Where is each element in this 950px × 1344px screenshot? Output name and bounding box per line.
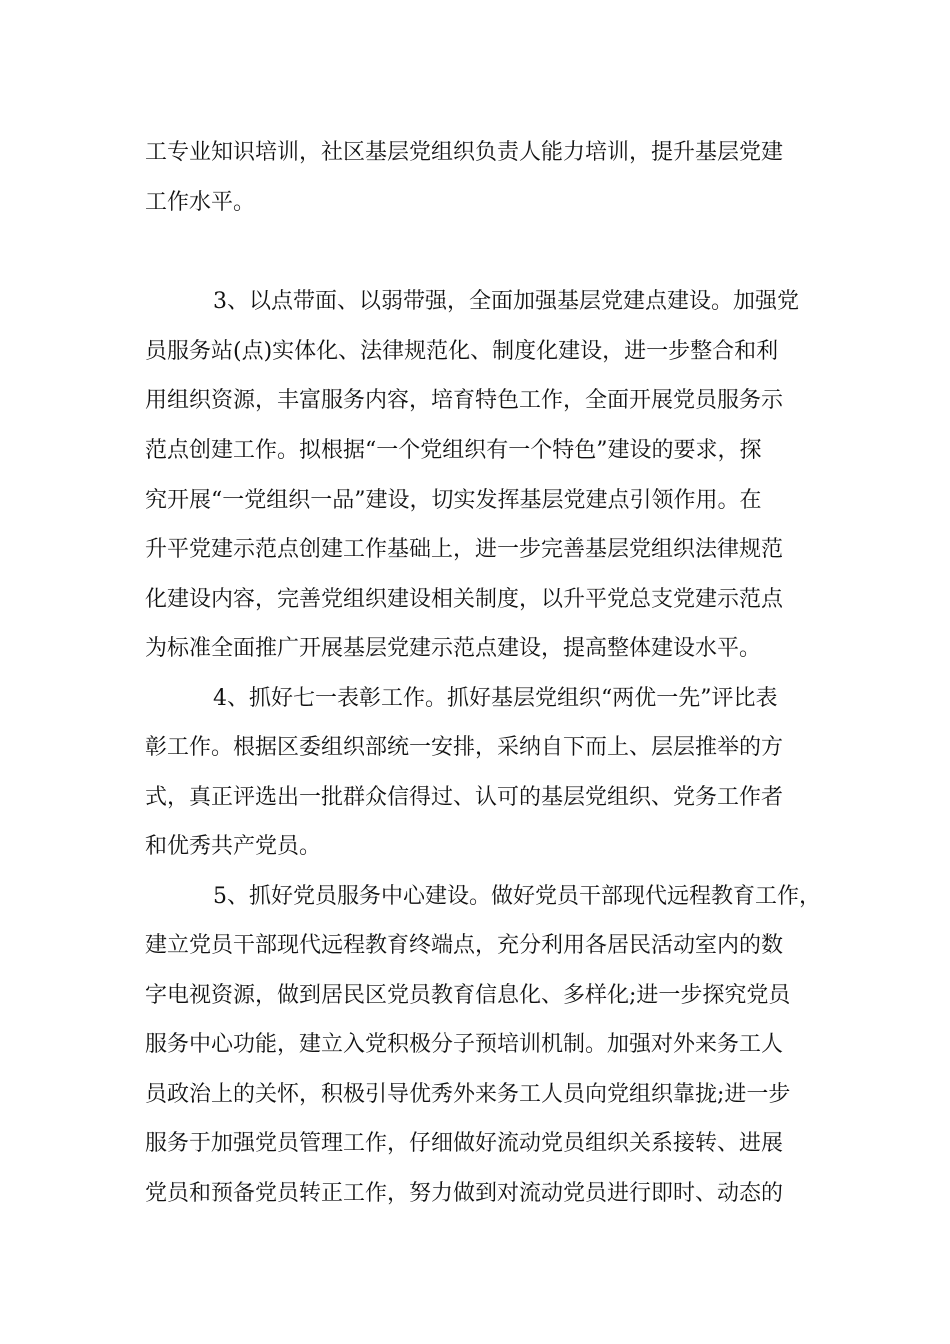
text-line: 范点创建工作。拟根据“一个党组织有一个特色”建设的要求，探 <box>145 438 762 463</box>
text-line: 党员和预备党员转正工作，努力做到对流动党员进行即时、动态的 <box>145 1181 784 1206</box>
text-line: 工作水平。 <box>145 190 256 215</box>
text-line: 和优秀共产党员。 <box>145 834 322 859</box>
paragraph-5-first-line: 5、抓好党员服务中心建设。做好党员干部现代远程教育工作， <box>213 884 821 909</box>
text-line: 究开展“一党组织一品”建设，切实发挥基层党建点引领作用。在 <box>145 488 762 513</box>
text-line: 员服务站(点)实体化、法律规范化、制度化建设，进一步整合和利 <box>145 339 779 364</box>
paragraph-3-first-line: 3、以点带面、以弱带强，全面加强基层党建点建设。加强党 <box>213 289 799 314</box>
text-line: 建立党员干部现代远程教育终端点，充分利用各居民活动室内的数 <box>145 933 784 958</box>
text-line: 彰工作。根据区委组织部统一安排，采纳自下而上、层层推举的方 <box>145 735 784 760</box>
text-line: 升平党建示范点创建工作基础上，进一步完善基层党组织法律规范 <box>145 537 784 562</box>
text-line: 式，真正评选出一批群众信得过、认可的基层党组织、党务工作者 <box>145 785 784 810</box>
text-line: 用组织资源，丰富服务内容，培育特色工作，全面开展党员服务示 <box>145 388 784 413</box>
text-line: 为标准全面推广开展基层党建示范点建设，提高整体建设水平。 <box>145 636 762 661</box>
text-line: 字电视资源，做到居民区党员教育信息化、多样化;进一步探究党员 <box>145 983 791 1008</box>
text-line: 服务中心功能，建立入党积极分子预培训机制。加强对外来务工人 <box>145 1032 784 1057</box>
text-line: 工专业知识培训，社区基层党组织负责人能力培训，提升基层党建 <box>145 140 784 165</box>
paragraph-4-first-line: 4、抓好七一表彰工作。抓好基层党组织“两优一先”评比表 <box>213 686 778 711</box>
text-line: 员政治上的关怀，积极引导优秀外来务工人员向党组织靠拢;进一步 <box>145 1082 791 1107</box>
text-line: 化建设内容，完善党组织建设相关制度，以升平党总支党建示范点 <box>145 587 784 612</box>
text-line: 服务于加强党员管理工作，仔细做好流动党员组织关系接转、进展 <box>145 1131 784 1156</box>
